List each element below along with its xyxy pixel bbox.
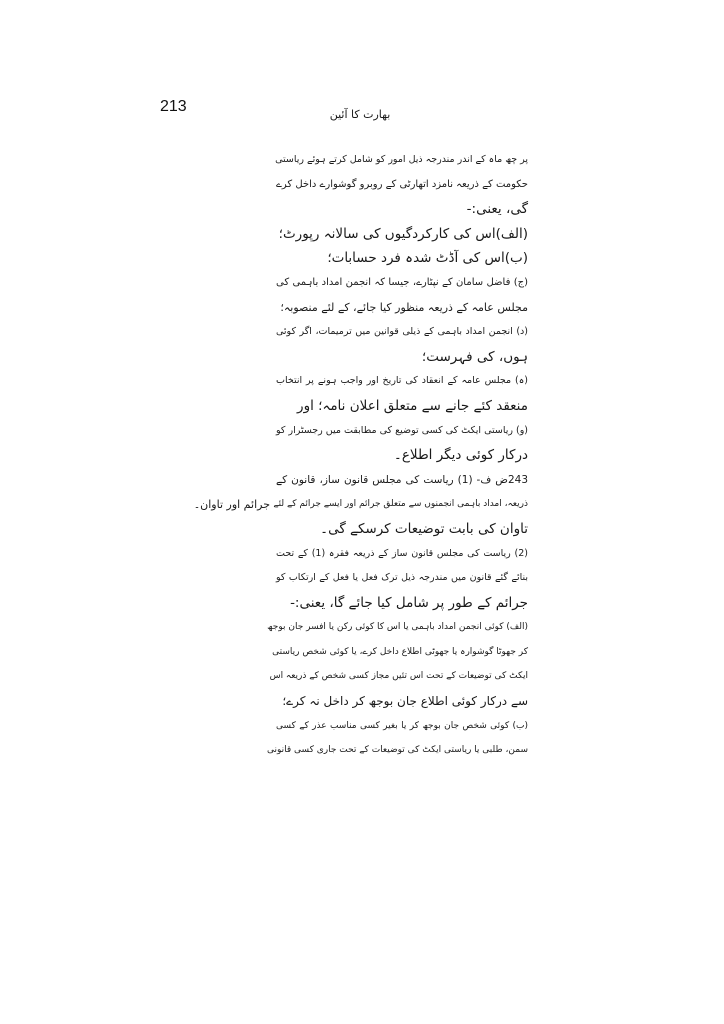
body-line: (الف)اس کی کارکردگیوں کی سالانہ رپورٹ؛: [278, 225, 528, 242]
body-line: بنائے گئے قانون میں مندرجہ ذیل ترک فعل یا فعل کے ارتکاب کو: [276, 572, 528, 584]
body-line: 243ض ف- (1) ریاست کی مجلس قانون ساز، قانون کے: [276, 473, 528, 486]
body-line: درکار کوئی دیگر اطلاع۔: [393, 447, 528, 464]
running-title: بھارت کا آئین: [329, 108, 391, 121]
body-line: ذریعہ، امداد باہمی انجمنوں سے متعلق جرائم اور ایسے جرائم کے لئے: [273, 499, 528, 510]
body-line: مجلس عامہ کے ذریعہ منظور کیا جائے، کے لئے منصوبہ؛: [280, 300, 528, 314]
body-line: ہوں، کی فہرست؛: [421, 348, 528, 365]
body-line: سمن، طلبی یا ریاستی ایکٹ کی توضیعات کے تحت جاری کسی قانونی: [266, 745, 528, 756]
body-line: (و) ریاستی ایکٹ کی کسی توضیع کی مطابقت میں رجسٹرار کو: [276, 424, 528, 436]
margin-note: جرائم اور تاوان۔: [193, 498, 270, 511]
body-line: ایکٹ کی توضیعات کے تحت اس تئیں مجاز کسی شخص کے ذریعہ اس: [269, 671, 528, 682]
page-number: 213: [160, 98, 187, 115]
body-line: جرائم کے طور پر شامل کیا جائے گا، یعنی:-: [290, 594, 528, 611]
body-line: (2) ریاست کی مجلس قانون ساز کے ذریعہ فقرہ (1) کے تحت: [276, 547, 528, 559]
body-line: (د) انجمن امداد باہمی کے ذیلی قوانین میں ترمیمات، اگر کوئی: [276, 326, 528, 338]
body-line: منعقد کئے جانے سے متعلق اعلان نامہ؛ اور: [297, 397, 528, 414]
body-line: (ج) فاضل سامان کے نپٹارے، جیسا کہ انجمن امداد باہمی کی: [276, 276, 528, 288]
body-line: پر چھ ماہ کے اندر مندرجہ ذیل امور کو شامل کرتے ہوئے ریاستی: [275, 154, 528, 165]
body-line: (ب) کوئی شخص جان بوجھ کر یا بغیر کسی مناسب عذر کے کسی: [276, 720, 528, 731]
body-line: (ہ) مجلس عامہ کے انعقاد کی تاریخ اور واجب ہونے پر انتخاب: [276, 375, 528, 387]
body-line: (الف) کوئی انجمن امداد باہمی یا اس کا کوئی رکن یا افسر جان بوجھ: [267, 622, 528, 633]
body-line: (ب)اس کی آڈٹ شدہ فرد حسابات؛: [327, 250, 528, 267]
body-text: [266, 148, 528, 763]
body-line: گی، یعنی:-: [466, 201, 528, 218]
body-line: سے درکار کوئی اطلاع جان بوجھ کر داخل نہ کرے؛: [282, 694, 528, 709]
body-line: کر جھوٹا گوشوارہ یا جھوٹی اطلاع داخل کرے، یا کوئی شخص ریاستی: [272, 646, 528, 657]
body-line: حکومت کے ذریعہ نامزد اتھارٹی کے روبرو گوشوارے داخل کرے: [276, 178, 528, 190]
body-line: تاوان کی بابت توضیعات کرسکے گی۔: [320, 520, 528, 537]
